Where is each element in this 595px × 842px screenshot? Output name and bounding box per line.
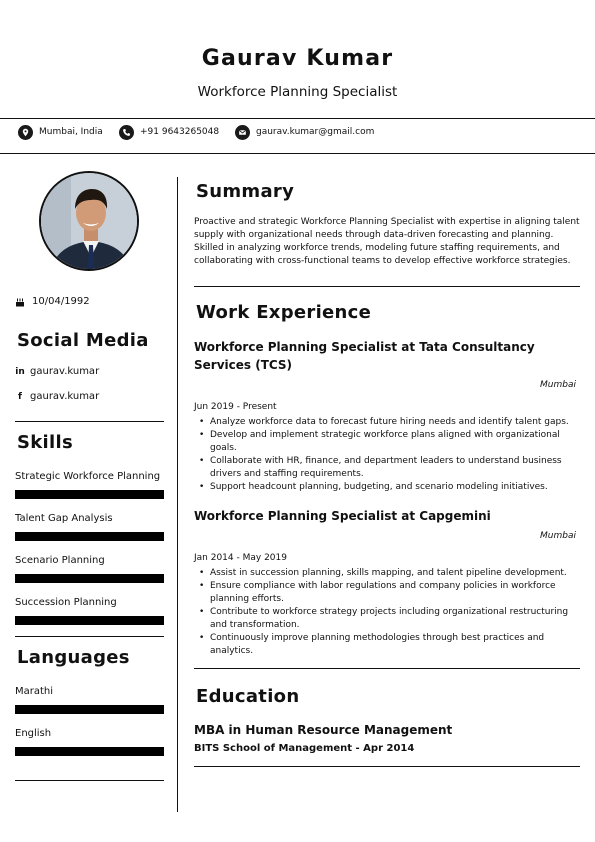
job-location: Mumbai: [540, 380, 576, 390]
skill-bar-fill: [15, 532, 164, 541]
education-degree: MBA in Human Resource Management: [194, 723, 453, 737]
date-of-birth: [15, 296, 90, 307]
location-text: Mumbai, India: [39, 127, 103, 137]
column-divider: [177, 177, 178, 812]
skill-bar: [15, 574, 164, 583]
skill-bar: [15, 532, 164, 541]
skill-label: Succession Planning: [15, 597, 117, 608]
contact-email[interactable]: [235, 124, 374, 140]
skills-divider: [15, 636, 164, 637]
facebook-icon: f: [18, 391, 22, 402]
contact-divider: [0, 153, 595, 154]
skills-heading: Skills: [17, 432, 73, 453]
list-item: • Contribute to workforce strategy projects including organizational restructuring and transformation.: [194, 606, 584, 632]
job-dates: Jan 2014 - May 2019: [194, 553, 287, 563]
job-title: Workforce Planning Specialist at Capgemini: [194, 509, 491, 523]
contact-bar: [0, 119, 595, 153]
summary-text: Proactive and strategic Workforce Planning Specialist with expertise in aligning talent supply with organizational needs through data-driven forecasting and planning. Skilled in analyzing workforce trends, modeling future staffing requirements, and collaborating with cross-functional teams to develop effective workforce strategies.: [194, 217, 580, 266]
contact-phone[interactable]: [119, 124, 219, 140]
contact-location: [18, 124, 103, 140]
list-item: • Analyze workforce data to forecast future hiring needs and identify talent gaps.: [194, 416, 584, 429]
skill-label: Talent Gap Analysis: [15, 513, 113, 524]
skill-bar: [15, 490, 164, 499]
email-text: gaurav.kumar@gmail.com: [256, 127, 375, 137]
facebook-handle: gaurav.kumar: [30, 391, 100, 402]
social-media-heading: Social Media: [17, 330, 149, 351]
job-bullets: [194, 416, 584, 494]
skill-bar-fill: [15, 574, 164, 583]
dob-text: 10/04/1992: [32, 296, 90, 307]
languages-divider: [15, 780, 164, 781]
birthday-cake-icon: [15, 297, 25, 307]
languages-heading: Languages: [17, 647, 130, 668]
language-label: Marathi: [15, 686, 54, 697]
list-item: • Support headcount planning, budgeting, and scenario modeling initiatives.: [194, 481, 584, 494]
linkedin-handle: gaurav.kumar: [30, 366, 100, 377]
phone-text: +91 9643265048: [140, 127, 220, 137]
work-experience-heading: Work Experience: [196, 302, 372, 323]
summary-heading: Summary: [196, 181, 295, 202]
skill-label: Strategic Workforce Planning: [15, 471, 161, 482]
envelope-icon: [235, 125, 250, 140]
location-pin-icon: [18, 125, 33, 140]
job-bullets: [194, 567, 584, 658]
job-location: Mumbai: [540, 531, 576, 541]
language-bar-fill: [15, 705, 164, 714]
phone-icon: [119, 125, 134, 140]
skill-bar-fill: [15, 616, 164, 625]
list-item: • Collaborate with HR, finance, and department leaders to understand business drivers and staffing requirements.: [194, 455, 584, 481]
education-school: BITS School of Management - Apr 2014: [194, 743, 415, 754]
language-bar-fill: [15, 747, 164, 756]
linkedin-icon: in: [15, 366, 25, 377]
social-link-facebook[interactable]: [15, 391, 99, 402]
job-dates: Jun 2019 - Present: [194, 402, 277, 412]
language-bar: [15, 705, 164, 714]
list-item: • Continuously improve planning methodologies through best practices and analytics.: [194, 632, 584, 658]
social-divider: [15, 421, 164, 422]
education-heading: Education: [196, 686, 300, 707]
skill-label: Scenario Planning: [15, 555, 105, 566]
list-item: • Ensure compliance with labor regulations and company policies in workforce planning efforts.: [194, 580, 584, 606]
education-divider: [194, 766, 580, 767]
skill-bar: [15, 616, 164, 625]
language-bar: [15, 747, 164, 756]
list-item: • Develop and implement strategic workforce plans aligned with organizational goals.: [194, 429, 584, 455]
language-label: English: [15, 728, 52, 739]
candidate-role: Workforce Planning Specialist: [197, 84, 398, 100]
candidate-name: Gaurav Kumar: [201, 46, 394, 71]
resume-header: [0, 0, 595, 118]
summary-divider: [194, 286, 580, 287]
profile-photo: [39, 171, 139, 271]
job-title: Workforce Planning Specialist at Tata Consultancy Services (TCS): [194, 340, 535, 372]
list-item: • Assist in succession planning, skills mapping, and talent pipeline development.: [194, 567, 584, 580]
skill-bar-fill: [15, 490, 164, 499]
social-link-linkedin[interactable]: [15, 366, 99, 377]
experience-divider: [194, 668, 580, 669]
